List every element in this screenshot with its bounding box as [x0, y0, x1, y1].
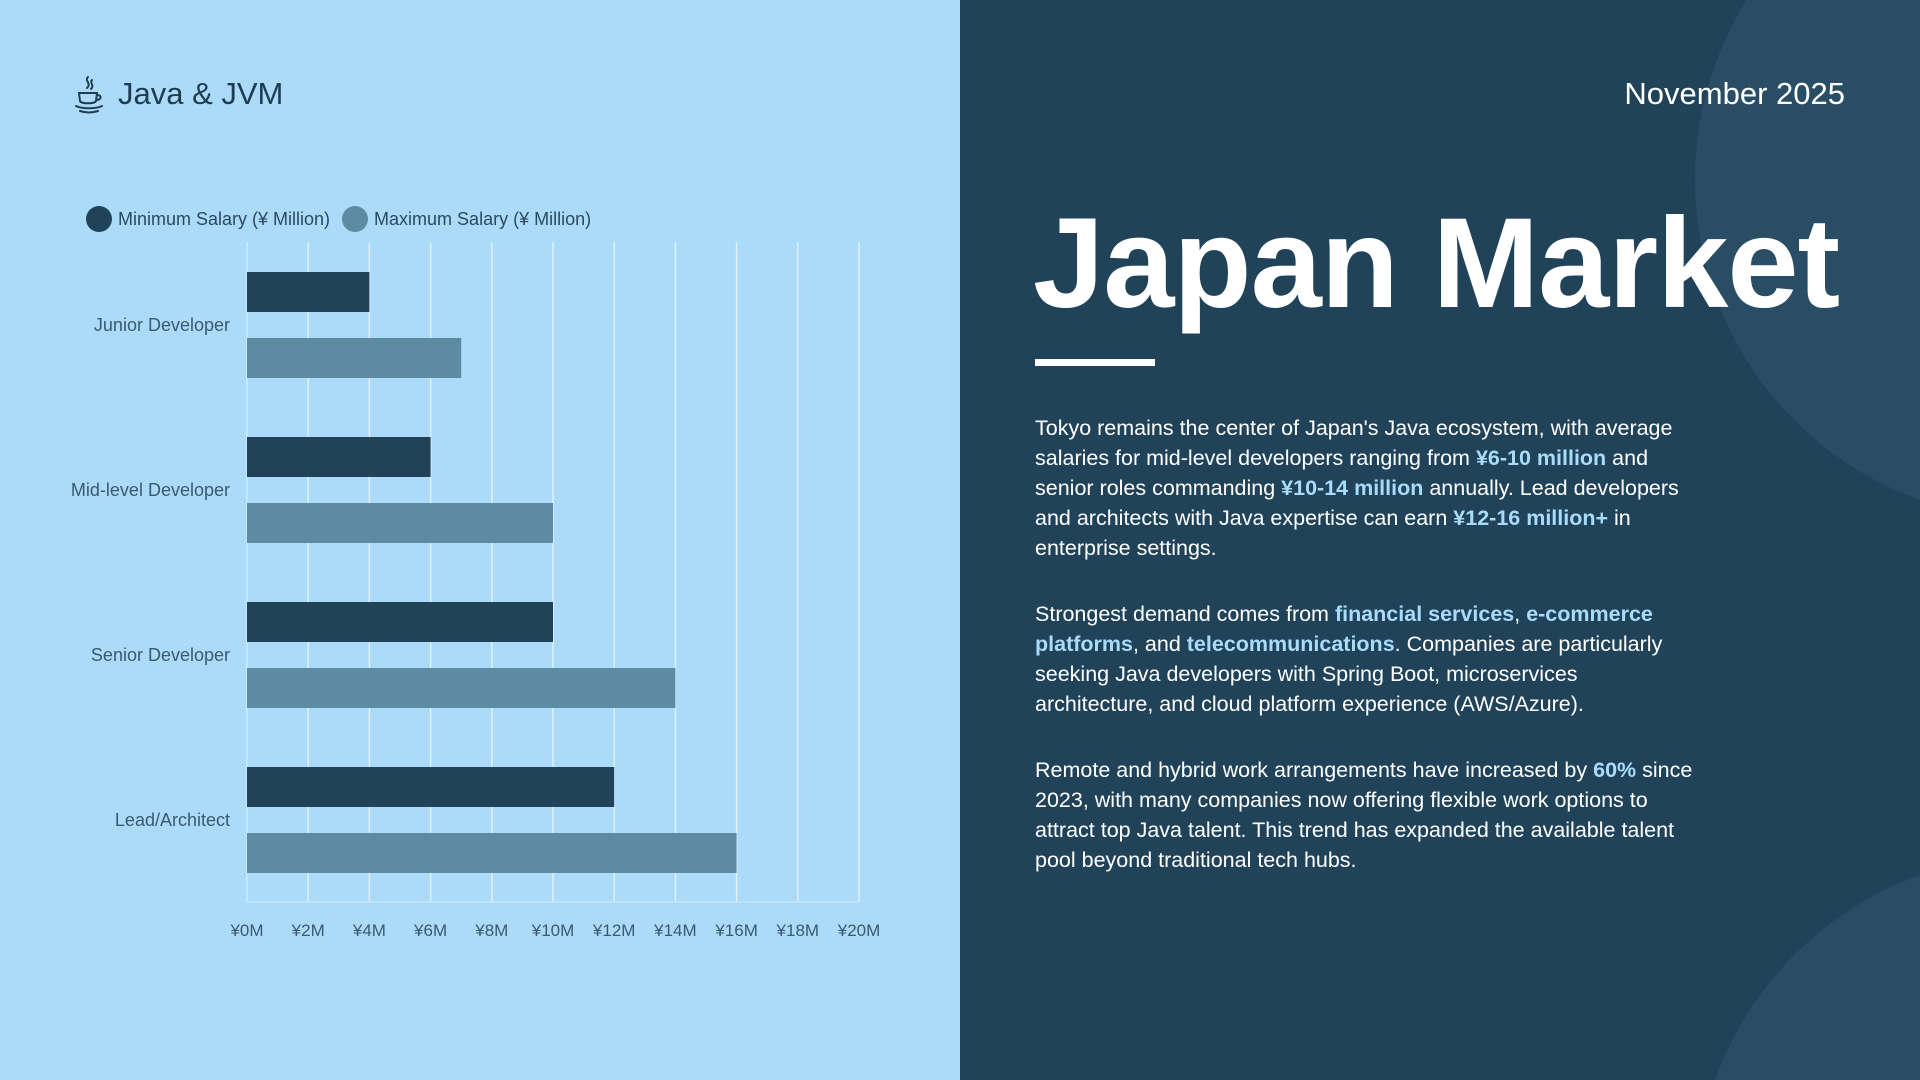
bar-min-salary — [247, 272, 369, 312]
title-underline — [1035, 359, 1155, 366]
body-text — [1035, 413, 1695, 911]
paragraph-text: Remote and hybrid work arrangements have increased by — [1035, 758, 1594, 782]
paragraph-text: . Companies are particularly seeking Java developers with Spring Boot, microservices architecture, and cloud platform experience (AWS/Azure). — [1035, 632, 1663, 716]
legend-label-max: Maximum Salary (¥ Million) — [374, 208, 592, 229]
paragraph-text: annually. Lead developers and architects with Java expertise can earn — [1035, 476, 1679, 530]
body-paragraph — [1035, 755, 1695, 875]
y-category-label: Mid-level Developer — [70, 480, 230, 500]
paragraph-text: since 2023, with many companies now offering flexible work options to attract top Java talent. This trend has expanded the available talent pool beyond traditional tech hubs. — [1035, 758, 1693, 872]
paragraph-text: and senior roles commanding — [1035, 446, 1649, 500]
legend-label-min: Minimum Salary (¥ Million) — [118, 208, 331, 229]
highlight-text: ¥10-14 million — [1281, 476, 1424, 500]
x-tick-label: ¥16M — [715, 921, 758, 940]
decorative-circle-bottom — [1695, 855, 1920, 1080]
bar-min-salary — [247, 767, 614, 807]
highlight-text: telecommunications — [1186, 632, 1395, 656]
x-tick-label: ¥2M — [291, 921, 325, 940]
x-tick-label: ¥0M — [230, 921, 264, 940]
body-paragraph — [1035, 413, 1695, 563]
x-tick-label: ¥4M — [352, 921, 386, 940]
paragraph-text: , — [1514, 602, 1527, 626]
x-tick-label: ¥10M — [531, 921, 575, 940]
y-category-label: Lead/Architect — [114, 810, 230, 830]
bar-max-salary — [247, 833, 737, 873]
highlight-text: ¥12-16 million+ — [1453, 506, 1609, 530]
y-category-label: Senior Developer — [90, 645, 230, 665]
bar-max-salary — [247, 668, 675, 708]
paragraph-text: , and — [1132, 632, 1187, 656]
paragraph-text: in enterprise settings. — [1035, 506, 1631, 560]
body-paragraph — [1035, 599, 1695, 719]
highlight-text: 60% — [1593, 758, 1637, 782]
y-category-label: Junior Developer — [93, 315, 230, 335]
highlight-text: financial services — [1334, 602, 1515, 626]
brand-name: Java & JVM — [118, 76, 284, 111]
bar-min-salary — [247, 602, 553, 642]
x-tick-label: ¥14M — [654, 921, 697, 940]
paragraph-text: Tokyo remains the center of Japan's Java ecosystem, with average salaries for mid-level developers ranging from — [1035, 416, 1673, 470]
x-tick-label: ¥12M — [592, 921, 636, 940]
highlight-text: e-commerce platforms — [1035, 602, 1653, 656]
bar-max-salary — [247, 503, 553, 543]
bar-min-salary — [247, 437, 431, 477]
x-tick-label: ¥8M — [475, 921, 509, 940]
x-tick-label: ¥18M — [776, 921, 820, 940]
date-label: November 2025 — [1624, 76, 1845, 111]
x-tick-label: ¥6M — [414, 921, 448, 940]
x-tick-label: ¥20M — [837, 921, 881, 940]
bar-max-salary — [247, 338, 461, 378]
page-title: Japan Market — [1033, 192, 1840, 335]
paragraph-text: Strongest demand comes from — [1035, 602, 1335, 626]
highlight-text: ¥6-10 million — [1475, 446, 1607, 470]
